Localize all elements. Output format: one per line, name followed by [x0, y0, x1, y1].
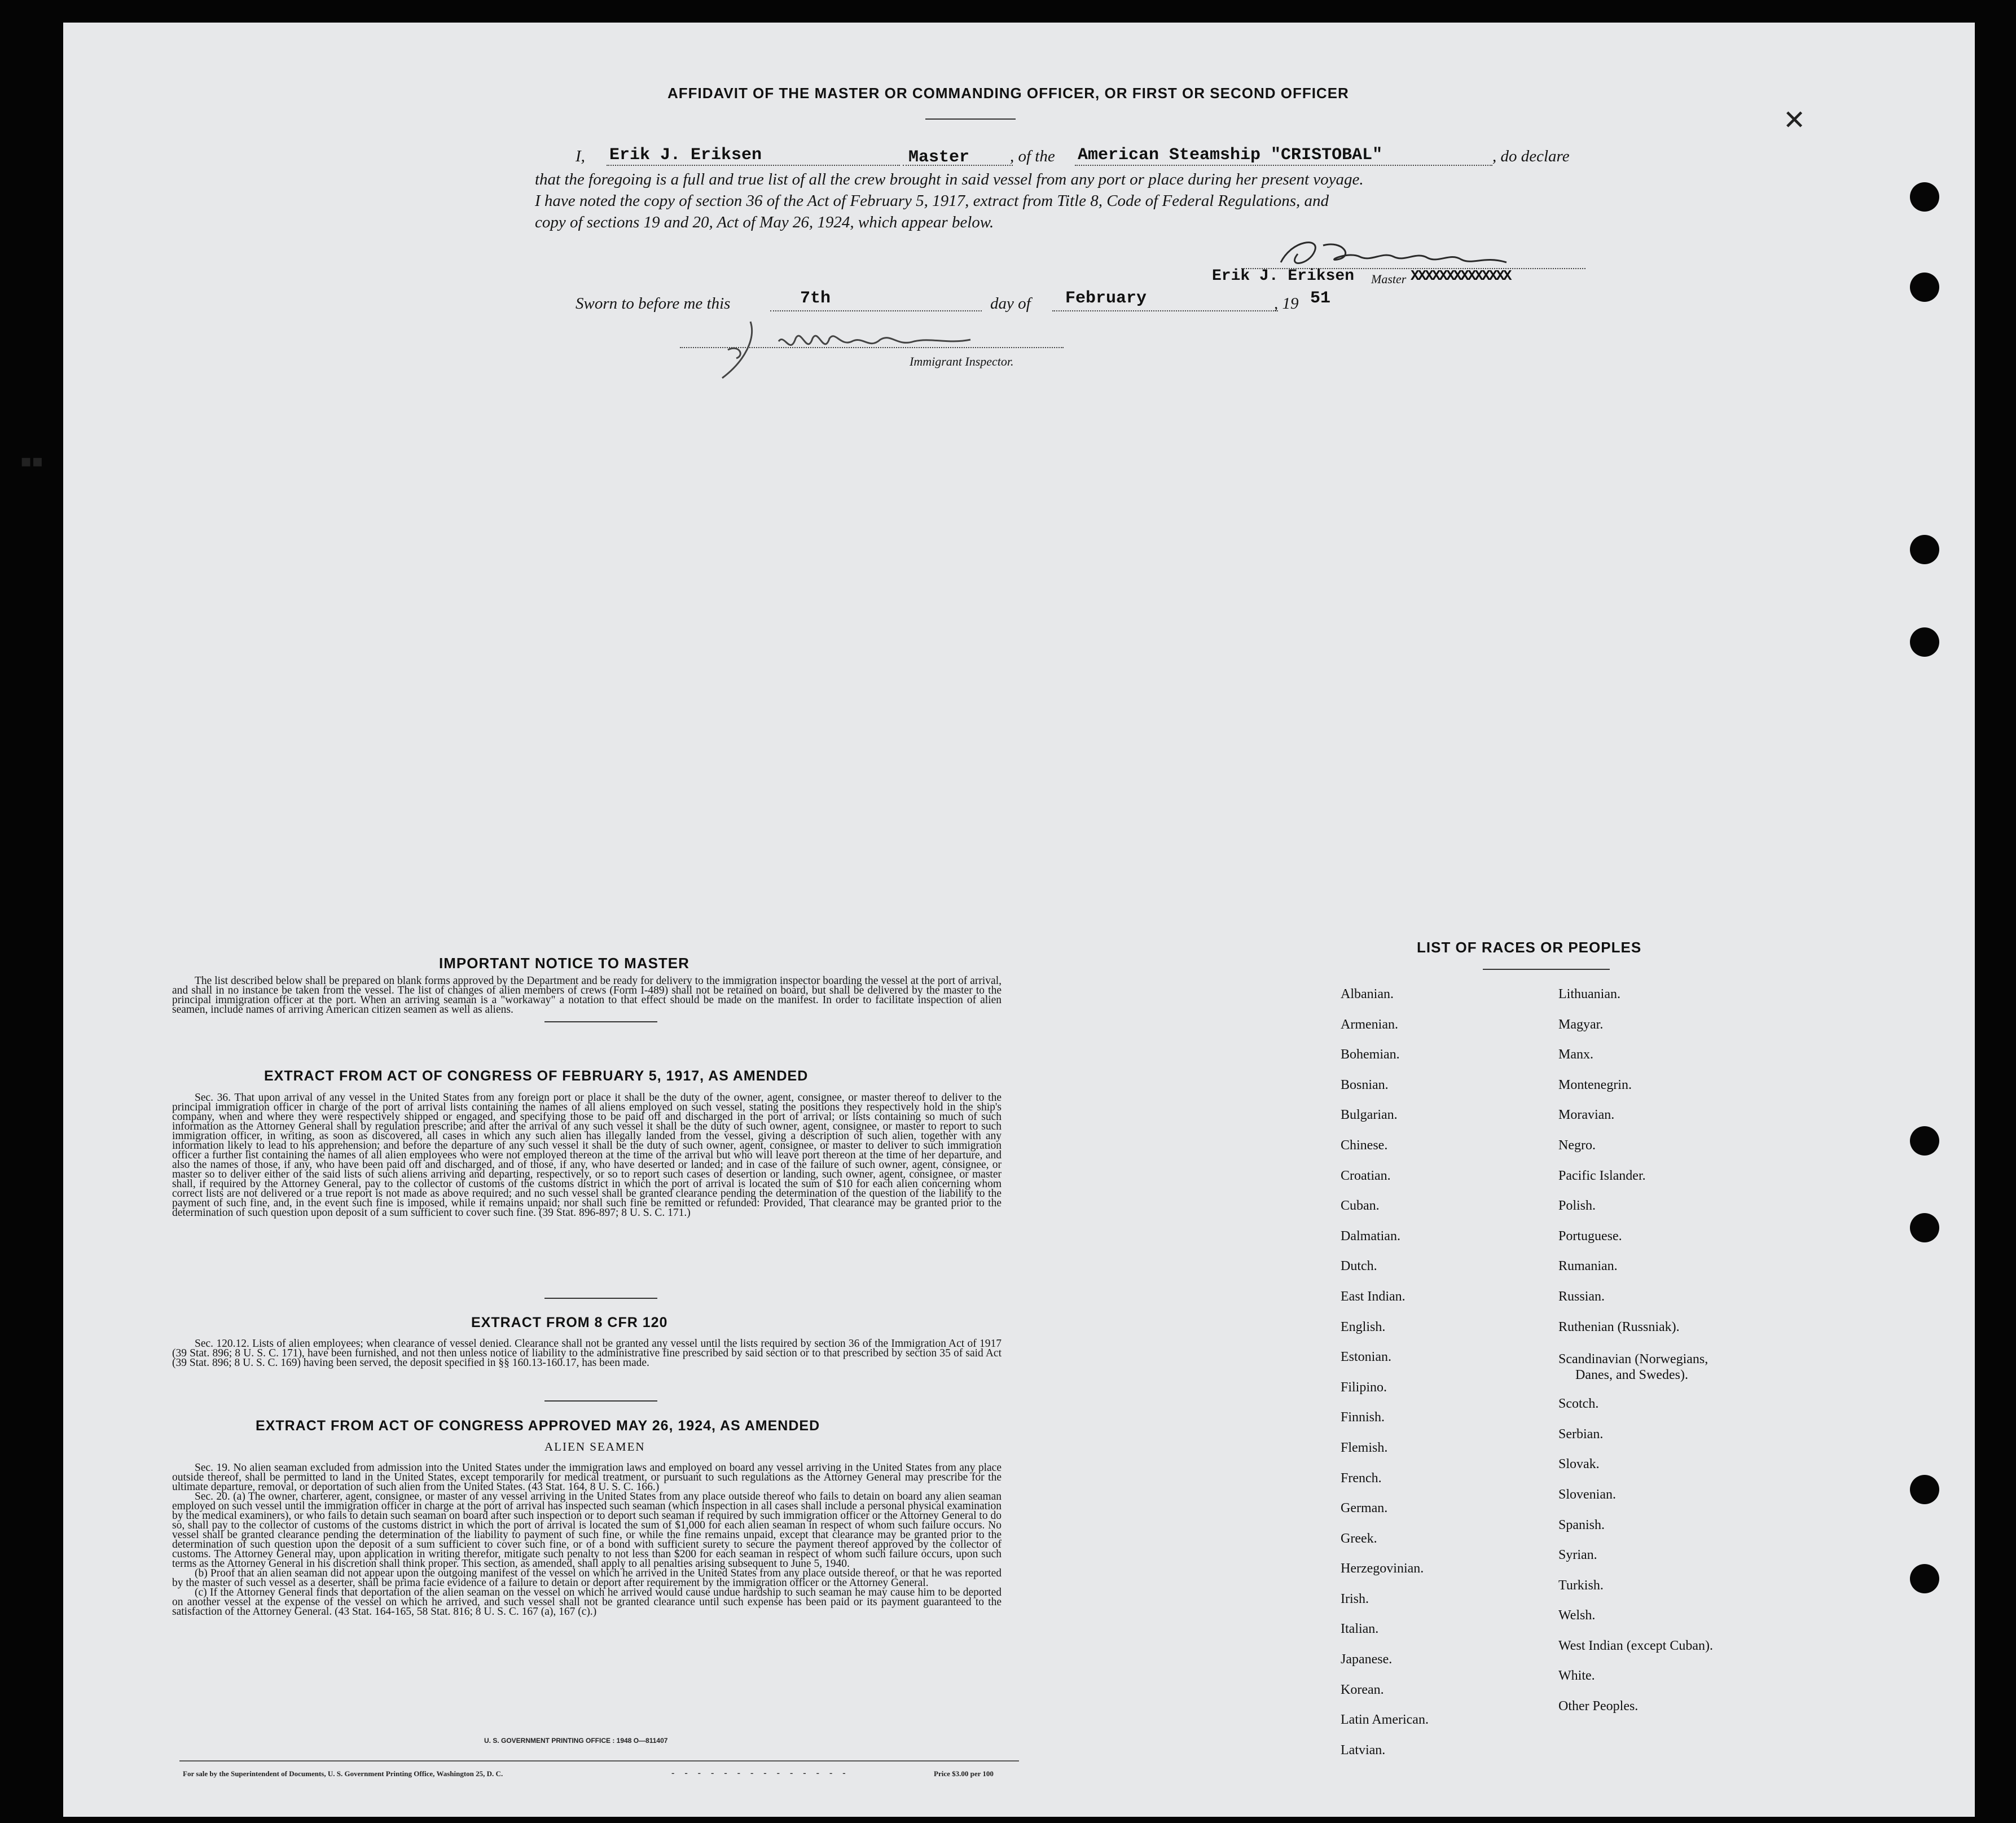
race-item: Italian.	[1341, 1622, 1379, 1637]
struck-out-title: XXXXXXXXXXXXXX	[1411, 267, 1510, 284]
punch-hole	[1910, 182, 1939, 212]
race-item: Montenegrin.	[1558, 1077, 1632, 1092]
race-item: Bosnian.	[1341, 1077, 1389, 1092]
race-item: Estonian.	[1341, 1350, 1391, 1365]
race-item: Portuguese.	[1558, 1228, 1622, 1244]
race-item: Slovenian.	[1558, 1487, 1616, 1502]
race-item: Other Peoples.	[1558, 1699, 1639, 1714]
race-item: Pacific Islander.	[1558, 1168, 1646, 1183]
extract-1917-text: Sec. 36. That upon arrival of any vessel in the United States from any foreign port or place it shall be the duty of the owner, agent, consignee, or master thereof to deliver to the principal immigration officer in charge of the port of arrival lists containing the names of all aliens employed on such vessel, stating the positions they respectively hold in the ship's company, when and where they were respectively shipped or engaged, and specifying those to be paid off and discharged in the port of arrival; or lists containing so much of such information as the Attorney General shall by regulation prescribe; and after the arrival of any such vessel it shall be the duty of such owner, agent, consignee, or master to report to such immigration officer, in writing, as soon as discovered, all cases in which any such alien has illegally landed from the vessel, giving a description of such alien, together with any information likely to lead to his apprehension; and before the departure of any such vessel it shall be the duty of such owner, agent, consignee, or master to deliver to such immigration officer a further list containing the names of all alien employees who were not employed thereon at the time of the arrival but who will leave port thereon at the time of her departure, and also the names of those, if any, who have been paid off and discharged, and of those, if any, who have deserted or landed; and in case of the failure of such owner, agent, consignee, or master so to deliver either of the said lists of such aliens arriving and departing, respectively, or so to report such cases of desertion or landing, such owner, agent, consignee, or master shall, if required by the Attorney General, pay to the collector of customs of the customs district in which the port of arrival is located the sum of $10 for each alien concerning whom correct lists are not delivered or a true report is not made as above required; and no such vessel shall be granted clearance pending the determination of the question of the liability to the payment of such fine, and, in the event such fine is imposed, while it remains unpaid; nor shall such fine be remitted or refunded: Provided, That clearance may be granted prior to the determination of such question upon deposit of a sum sufficient to cover such fine. (39 Stat. 896-897; 8 U. S. C. 171.)	[172, 1092, 1002, 1219]
of-the-label: , of the	[1010, 147, 1055, 165]
race-item: Magyar.	[1558, 1017, 1604, 1032]
race-item: Serbian.	[1558, 1426, 1604, 1442]
affidavit-i: I,	[576, 147, 585, 165]
sworn-month: February	[1065, 289, 1147, 308]
race-item: Negro.	[1558, 1137, 1596, 1153]
race-item: Herzegovinian.	[1341, 1561, 1424, 1576]
footer-rule	[179, 1760, 1019, 1761]
section-rule	[544, 1400, 657, 1402]
footer-leader: - - - - - - - - - - - - - -	[671, 1768, 850, 1778]
race-item: Polish.	[1558, 1198, 1596, 1214]
footer-price: Price $3.00 per 100	[934, 1769, 994, 1778]
punch-hole	[1910, 273, 1939, 302]
race-item: Latvian.	[1341, 1742, 1386, 1758]
extract-1924-text: Sec. 19. No alien seaman excluded from admission into the United States under the immigration laws and employed on board any vessel arriving in the United States from any place outside thereof, shall be permitted to land in the United States, except temporarily for medical treatment, or pursuant to such regulations as the Attorney General may prescribe for the ultimate departure, removal, or deportation of such alien from the United States. (43 Stat. 164, 8 U. S. C. 166.) Sec. 20. (a) The owner, charterer, agent, consignee, or master of any vessel arriving in the United States from any place outside thereof who fails to detain on board any alien seaman employed on such vessel until the immigration officer in charge at the port of arrival has inspected such seaman (which inspection in all cases shall include a personal physical examination by the medical examiners), or who fails to detain such seaman on board after such inspection or to deport such seaman if required by such immigration officer or the Attorney General to do so, shall pay to the collector of customs of the customs district in which the port of arrival is located the sum of $1,000 for each alien seaman in respect of whom such failure occurs. No vessel shall be granted clearance pending the determination of the liability to payment of such fine, or while the fine remains unpaid, except that clearance may be granted prior to the determination of such question upon the deposit of a sum sufficient to cover such fine, or of a bond with sufficient surety to secure the payment thereof approved by the collector of customs. The Attorney General may, upon application in writing therefor, mitigate such penalty to not less than $200 for each seaman in respect of whom such failure occurs, upon such terms as the Attorney General in his discretion shall think proper. This section, as amended, shall apply to all penalties arising subsequent to June 5, 1940. (b) Proof that an alien seaman did not appear upon the outgoing manifest of the vessel on which he arrived in the United States from any place outside thereof, or that he was reported by the master of such vessel as a deserter, shall be prima facie evidence of a failure to detain or deport after requirement by the immigration officer or the Attorney General. (c) If the Attorney General finds that deportation of the alien seaman on the vessel on which he arrived would cause undue hardship to such seaman he may cause him to be deported on another vessel at the expense of the vessel on which he arrived, and such vessel shall not be granted clearance until such expense has been paid or its payment guaranteed to the satisfaction of the Attorney General. (43 Stat. 164-165, 58 Stat. 816; 8 U. S. C. 167 (a), 167 (c).)	[172, 1462, 1002, 1618]
race-item: Rumanian.	[1558, 1259, 1618, 1274]
scan-mark: ✕	[1783, 104, 1806, 136]
race-item: Cuban.	[1341, 1198, 1380, 1214]
race-item: German.	[1341, 1501, 1388, 1516]
race-item: Welsh.	[1558, 1608, 1596, 1623]
month-field-line	[1052, 310, 1278, 311]
race-item: Moravian.	[1558, 1108, 1615, 1123]
printing-office-imprint: U. S. GOVERNMENT PRINTING OFFICE : 1948 O—811407	[484, 1737, 668, 1745]
section-rule	[544, 1021, 657, 1022]
extract-1917-heading: EXTRACT FROM ACT OF CONGRESS OF FEBRUARY 5, 1917, AS AMENDED	[264, 1068, 809, 1084]
extract-cfr-heading: EXTRACT FROM 8 CFR 120	[471, 1315, 668, 1330]
race-item: Finnish.	[1341, 1410, 1385, 1425]
officer-name: Erik J. Eriksen	[609, 146, 762, 165]
affidavit-heading: AFFIDAVIT OF THE MASTER OR COMMANDING OFFICER, OR FIRST OR SECOND OFFICER	[667, 85, 1349, 102]
vessel-field-line	[1075, 165, 1492, 166]
race-item: Slovak.	[1558, 1457, 1600, 1472]
day-field-line	[770, 310, 982, 311]
punch-hole	[1910, 1126, 1939, 1156]
punch-hole	[1910, 627, 1939, 657]
race-item: Bulgarian.	[1341, 1108, 1398, 1123]
punch-hole	[1910, 1213, 1939, 1242]
races-heading: LIST OF RACES OR PEOPLES	[1417, 939, 1642, 956]
race-item: French.	[1341, 1470, 1382, 1486]
race-item: Turkish.	[1558, 1578, 1604, 1593]
inspector-line	[680, 347, 1064, 348]
race-item: Dutch.	[1341, 1259, 1377, 1274]
race-item: Syrian.	[1558, 1548, 1597, 1563]
sworn-label: Sworn to before me this	[576, 295, 731, 313]
race-item: Japanese.	[1341, 1652, 1393, 1667]
extract-1924-heading: EXTRACT FROM ACT OF CONGRESS APPROVED MAY 26, 1924, AS AMENDED	[256, 1418, 820, 1434]
race-item: Irish.	[1341, 1591, 1369, 1606]
day-of-label: day of	[990, 295, 1031, 313]
affidavit-line-4: copy of sections 19 and 20, Act of May 26, 1924, which appear below.	[535, 213, 994, 231]
notice-heading: IMPORTANT NOTICE TO MASTER	[439, 955, 689, 972]
race-item: Croatian.	[1341, 1168, 1391, 1183]
race-item: English.	[1341, 1319, 1386, 1334]
sworn-year: 51	[1310, 289, 1331, 308]
races-left-column	[1341, 985, 1429, 1771]
footer-sale: For sale by the Superintendent of Documents, U. S. Government Printing Office, Washington 25, D. C.	[183, 1769, 503, 1778]
race-item: Filipino.	[1341, 1380, 1387, 1395]
race-item: Chinese.	[1341, 1137, 1388, 1153]
notice-text: The list described below shall be prepared on blank forms approved by the Department and be ready for delivery to the immigration inspector boarding the vessel at the port of arrival, and shall in no instance be taken from the vessel. The list of changes of alien members of crews (Form I-489) shall not be retained on board, but shall be delivered by the master to the principal immigration officer at the port. When an arriving seaman is a "workaway" a notation to that effect should be made on the manifest. In order to facilitate inspection of alien seamen, include names of arriving American citizen seamen as well as aliens.	[172, 975, 1002, 1016]
year-prefix: , 19	[1274, 295, 1299, 313]
race-item: East Indian.	[1341, 1289, 1406, 1304]
punch-hole	[1910, 535, 1939, 564]
race-item: Spanish.	[1558, 1517, 1605, 1532]
race-item: Bohemian.	[1341, 1047, 1400, 1062]
race-item: Lithuanian.	[1558, 987, 1620, 1001]
race-item: Latin American.	[1341, 1712, 1429, 1728]
sworn-day: 7th	[800, 289, 831, 308]
alien-seamen-subheading: ALIEN SEAMEN	[544, 1440, 645, 1453]
race-item: Manx.	[1558, 1047, 1593, 1062]
race-item: Armenian.	[1341, 1017, 1398, 1032]
vessel-name: American Steamship "CRISTOBAL"	[1078, 146, 1383, 165]
typed-signature: Erik J. Eriksen	[1212, 267, 1355, 285]
race-item: Ruthenian (Russniak).	[1558, 1319, 1680, 1334]
race-item: Russian.	[1558, 1289, 1605, 1304]
race-item: Scandinavian (Norwegians,	[1558, 1352, 1708, 1367]
race-item: Scotch.	[1558, 1396, 1599, 1412]
race-item: Dalmatian.	[1341, 1228, 1400, 1244]
races-rule	[1483, 969, 1610, 970]
affidavit-line-3: I have noted the copy of section 36 of the Act of February 5, 1917, extract from Title 8, Code of Federal Regulations, and	[535, 192, 1329, 210]
section-rule	[544, 1298, 657, 1299]
inspector-label: Immigrant Inspector.	[910, 354, 1014, 368]
races-right-column	[1558, 985, 1713, 1727]
race-item: Korean.	[1341, 1682, 1384, 1697]
master-label: Master	[1371, 272, 1407, 286]
name-field-line	[607, 165, 900, 166]
scan-mark: ▪▪	[20, 451, 43, 471]
race-item: Danes, and Swedes).	[1575, 1368, 1688, 1383]
affidavit-line-2: that the foregoing is a full and true list of all the crew brought in said vessel from any port or place during her present voyage.	[535, 170, 1364, 188]
do-declare-label: , do declare	[1492, 147, 1570, 165]
punch-hole	[1910, 1564, 1939, 1593]
extract-cfr-text: Sec. 120.12. Lists of alien employees; when clearance of vessel denied. Clearance shall not be granted any vessel until the lists required by section 36 of the Immigration Act of 1917 (39 Stat. 896; 8 U. S. C. 171), have been furnished, and not then unless notice of liability to the administrative fine prescribed by said section or to that prescribed by section 35 of said Act (39 Stat. 896; 8 U. S. C. 169) having been served, the deposit specified in §§ 160.13-160.17, has been made.	[172, 1338, 1002, 1369]
officer-rank: Master	[908, 148, 970, 167]
race-item: Greek.	[1341, 1531, 1377, 1546]
race-item: White.	[1558, 1668, 1595, 1684]
punch-hole	[1910, 1475, 1939, 1504]
heading-rule	[925, 118, 1016, 120]
race-item: Flemish.	[1341, 1440, 1388, 1455]
race-item: West Indian (except Cuban).	[1558, 1638, 1713, 1653]
race-item: Albanian.	[1341, 987, 1394, 1001]
